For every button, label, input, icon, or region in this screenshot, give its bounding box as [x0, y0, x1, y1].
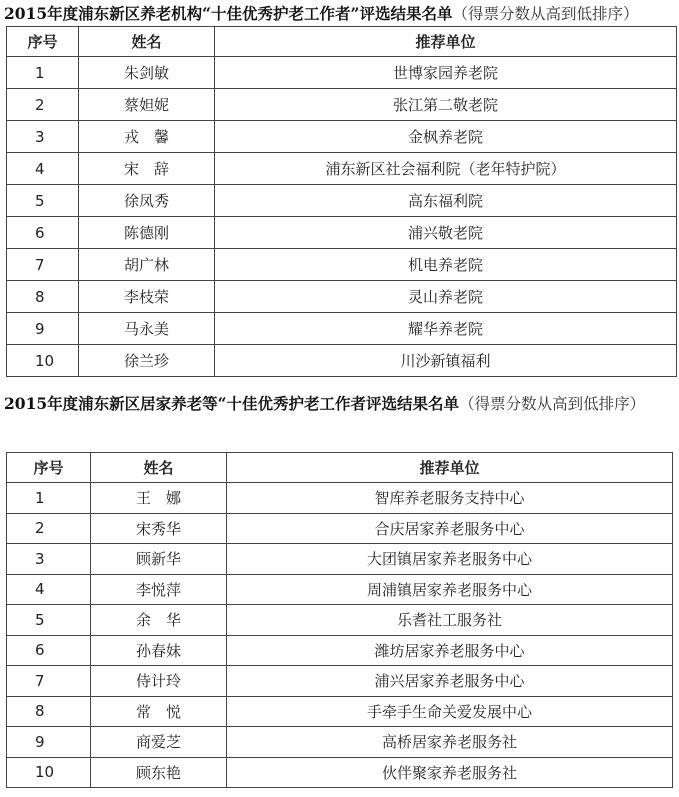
table-row — [7, 635, 673, 666]
row-name: 徐凤秀 — [79, 185, 215, 217]
table-header-row — [7, 453, 673, 483]
header-name: 姓名 — [79, 27, 215, 57]
row-unit: 合庆居家养老服务中心 — [227, 513, 673, 544]
header-unit: 推荐单位 — [227, 453, 673, 483]
row-unit: 耀华养老院 — [215, 313, 677, 345]
row-number: 6 — [7, 217, 79, 249]
row-name: 朱剑敏 — [79, 57, 215, 89]
row-number: 2 — [7, 89, 79, 121]
row-number: 7 — [7, 249, 79, 281]
row-unit: 乐耆社工服务社 — [227, 605, 673, 636]
row-number: 4 — [7, 574, 91, 605]
row-number: 1 — [7, 57, 79, 89]
table-row — [7, 281, 677, 313]
row-number: 1 — [7, 483, 91, 514]
table-row — [7, 313, 677, 345]
row-number: 8 — [7, 281, 79, 313]
row-name: 商爱芝 — [91, 727, 227, 758]
row-unit: 浦东新区社会福利院（老年特护院） — [215, 153, 677, 185]
row-number: 8 — [7, 696, 91, 727]
table-row — [7, 513, 673, 544]
table-row — [7, 483, 673, 514]
table-row — [7, 121, 677, 153]
header-no: 序号 — [7, 27, 79, 57]
row-name: 侍计玲 — [91, 666, 227, 697]
row-name: 宋 辞 — [79, 153, 215, 185]
row-number: 5 — [7, 185, 79, 217]
row-number: 9 — [7, 313, 79, 345]
table-row — [7, 727, 673, 758]
row-number: 2 — [7, 513, 91, 544]
row-name: 蔡妲妮 — [79, 89, 215, 121]
table-row — [7, 574, 673, 605]
row-name: 余 华 — [91, 605, 227, 636]
table-row — [7, 696, 673, 727]
row-unit: 机电养老院 — [215, 249, 677, 281]
row-number: 6 — [7, 635, 91, 666]
row-unit: 浦兴敬老院 — [215, 217, 677, 249]
row-unit: 高东福利院 — [215, 185, 677, 217]
row-unit: 大团镇居家养老服务中心 — [227, 544, 673, 575]
table-row — [7, 666, 673, 697]
row-name: 李枝荣 — [79, 281, 215, 313]
header-unit: 推荐单位 — [215, 27, 677, 57]
row-unit: 手牵手生命关爱发展中心 — [227, 696, 673, 727]
row-unit: 高桥居家养老服务社 — [227, 727, 673, 758]
section2-table — [6, 452, 673, 788]
row-unit: 智库养老服务支持中心 — [227, 483, 673, 514]
row-number: 7 — [7, 666, 91, 697]
row-number: 3 — [7, 544, 91, 575]
row-number: 9 — [7, 727, 91, 758]
row-unit: 金枫养老院 — [215, 121, 677, 153]
table-row — [7, 185, 677, 217]
row-name: 戎 馨 — [79, 121, 215, 153]
row-name: 李悦萍 — [91, 574, 227, 605]
header-no: 序号 — [7, 453, 91, 483]
section2-sort-note: （得票分数从高到低排序） — [459, 395, 646, 413]
section1-title-text: 2015年度浦东新区养老机构“十佳优秀护老工作者”评选结果名单 — [4, 4, 453, 23]
row-number: 3 — [7, 121, 79, 153]
row-name: 孙春妹 — [91, 635, 227, 666]
header-name: 姓名 — [91, 453, 227, 483]
row-unit: 灵山养老院 — [215, 281, 677, 313]
table-row — [7, 153, 677, 185]
section2-title — [4, 393, 672, 415]
row-name: 胡广林 — [79, 249, 215, 281]
section2-rows — [7, 483, 673, 788]
table-header-row — [7, 27, 677, 57]
row-unit: 周浦镇居家养老服务中心 — [227, 574, 673, 605]
row-unit: 世博家园养老院 — [215, 57, 677, 89]
table-row — [7, 57, 677, 89]
section2-title-text: 2015年度浦东新区居家养老等“十佳优秀护老工作者评选结果名单 — [4, 394, 460, 413]
section1-title — [4, 3, 679, 25]
row-name: 徐兰珍 — [79, 345, 215, 377]
row-name: 陈德刚 — [79, 217, 215, 249]
row-unit: 川沙新镇福利 — [215, 345, 677, 377]
section1-sort-note: （得票分数从高到低排序） — [452, 5, 639, 23]
row-name: 宋秀华 — [91, 513, 227, 544]
table-row — [7, 605, 673, 636]
table-row — [7, 89, 677, 121]
table-row — [7, 757, 673, 788]
section1-rows — [7, 57, 677, 377]
table-row — [7, 249, 677, 281]
row-name: 王 娜 — [91, 483, 227, 514]
row-unit: 张江第二敬老院 — [215, 89, 677, 121]
row-number: 10 — [7, 345, 79, 377]
row-number: 5 — [7, 605, 91, 636]
table-row — [7, 345, 677, 377]
row-name: 马永美 — [79, 313, 215, 345]
row-name: 顾新华 — [91, 544, 227, 575]
table-row — [7, 544, 673, 575]
row-unit: 潍坊居家养老服务中心 — [227, 635, 673, 666]
row-number: 4 — [7, 153, 79, 185]
row-unit: 浦兴居家养老服务中心 — [227, 666, 673, 697]
row-name: 常 悦 — [91, 696, 227, 727]
table-row — [7, 217, 677, 249]
row-number: 10 — [7, 757, 91, 788]
section1-table — [6, 26, 677, 377]
row-name: 顾东艳 — [91, 757, 227, 788]
row-unit: 伙伴聚家养老服务社 — [227, 757, 673, 788]
